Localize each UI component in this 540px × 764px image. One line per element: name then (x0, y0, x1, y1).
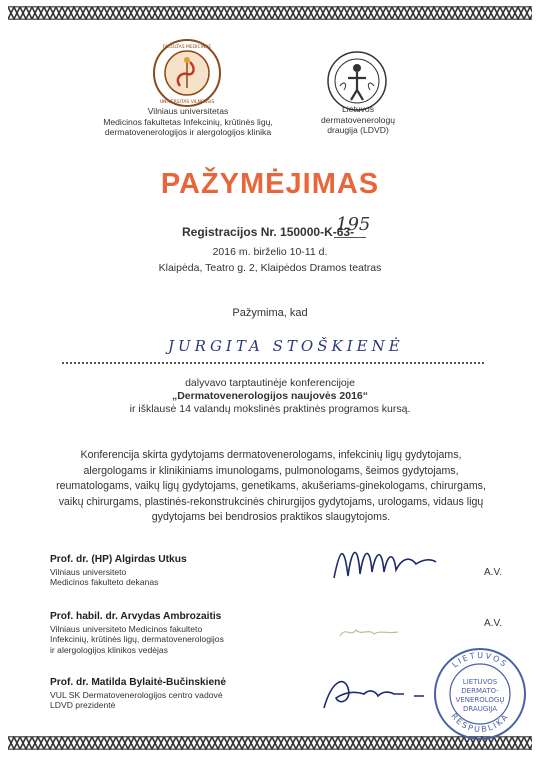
signatory-role-line: ir alergologijos klinikos vedėjas (50, 644, 168, 655)
decorative-border-top (8, 6, 532, 20)
signature-scrawl-1 (330, 538, 440, 584)
signatory-name: Prof. dr. (HP) Algirdas Utkus (50, 554, 187, 565)
svg-text:DERMATO-: DERMATO- (461, 687, 499, 695)
certificate-title: PAŽYMĖJIMAS (160, 168, 380, 200)
university-caption-line: Vilniaus universitetas (147, 106, 229, 116)
signatory-role-line: Infekcinių, krūtinės ligų, dermatovenerologijos (50, 634, 224, 644)
svg-text:FACULTAS MEDICINAE: FACULTAS MEDICINAE (162, 45, 212, 50)
signature-scrawl-2 (336, 622, 406, 642)
certify-label: Pažymima, kad (232, 307, 308, 319)
signatory-3 (50, 678, 226, 711)
recipient-dotted-line (62, 362, 484, 364)
university-caption-line: Medicinos fakultetas Infekcinių, krūtinės ligų, (103, 116, 273, 127)
event-date: 2016 m. birželio 10-11 d. (212, 246, 328, 258)
svg-text:LIETUVOS: LIETUVOS (462, 678, 498, 686)
registration-underline (334, 237, 366, 238)
society-caption-line: draugija (LDVD) (327, 125, 389, 135)
signatory-role-line: LDVD prezidentė (50, 700, 116, 710)
signatory-role-line: VUL SK Dermatovenerologijos centro vadovė (50, 689, 223, 700)
conference-attended-text: dalyvavo tarptautinėje konferencijoje (185, 377, 355, 389)
conference-block (0, 377, 540, 416)
svg-text:UNIVERSITAS VILNENSIS: UNIVERSITAS VILNENSIS (159, 100, 215, 105)
university-caption (78, 106, 298, 138)
signatory-role-line: Vilniaus universiteto Medicinos fakulteto (50, 623, 203, 634)
svg-text:LIETUVOS: LIETUVOS (450, 650, 510, 670)
registration-label: Registracijos Nr. 150000-K-63- (182, 225, 355, 239)
signatory-name: Prof. habil. dr. Arvydas Ambrozaitis (50, 611, 222, 622)
signatory-role-line: Vilniaus universiteto (50, 566, 127, 577)
svg-text:DRAUGIJA: DRAUGIJA (462, 705, 498, 713)
seal-mark-av: A.V. (484, 567, 502, 578)
seal-mark-av: A.V. (484, 618, 502, 629)
signatory-role-line: Medicinos fakulteto dekanas (50, 577, 159, 587)
society-emblem-logo (326, 50, 388, 112)
society-caption (308, 104, 408, 136)
registration-number: 195 (336, 214, 371, 235)
society-caption-line: Lietuvos dermatovenerologų (320, 104, 396, 125)
official-stamp (432, 646, 528, 742)
conference-name-text: „Dermatovenerologijos naujovės 2016“ (171, 390, 369, 402)
signatory-1 (50, 555, 187, 588)
signatory-2 (50, 612, 224, 655)
university-seal-logo (152, 38, 222, 108)
event-place: Klaipėda, Teatro g. 2, Klaipėdos Dramos teatras (158, 262, 382, 274)
conference-description: Konferencija skirta gydytojams dermatovenerologams, infekcinių ligų gydytojams, alergologams ir klinikiniams imunologams, pulmonologams, šeimos gydytojams, reumatologams, vaikų ligų gydytojams, genetikams, akušeriams-ginekologams, chirurgams, vaikų chirurgams, plastinės-rekonstrukcinės chirurgijos gydytojams, urologams, vidaus ligų gydytojams bei bendrosios praktikos slaugytojoms. (56, 449, 486, 523)
conference-name (0, 390, 540, 403)
conference-course-text: ir išklausė 14 valandų mokslinės praktinės programos kursą. (129, 403, 411, 415)
svg-text:RESPUBLIKA: RESPUBLIKA (449, 711, 511, 735)
signatory-name: Prof. dr. Matilda Bylaitė-Bučinskienė (50, 677, 227, 688)
signature-scrawl-3 (318, 670, 438, 714)
recipient-name: JURGITA STOŠKIENĖ (168, 337, 404, 355)
svg-text:VENEROLOGŲ: VENEROLOGŲ (455, 696, 505, 704)
university-caption-line: dermatovenerologijos ir alergologijos klinika (104, 127, 272, 137)
